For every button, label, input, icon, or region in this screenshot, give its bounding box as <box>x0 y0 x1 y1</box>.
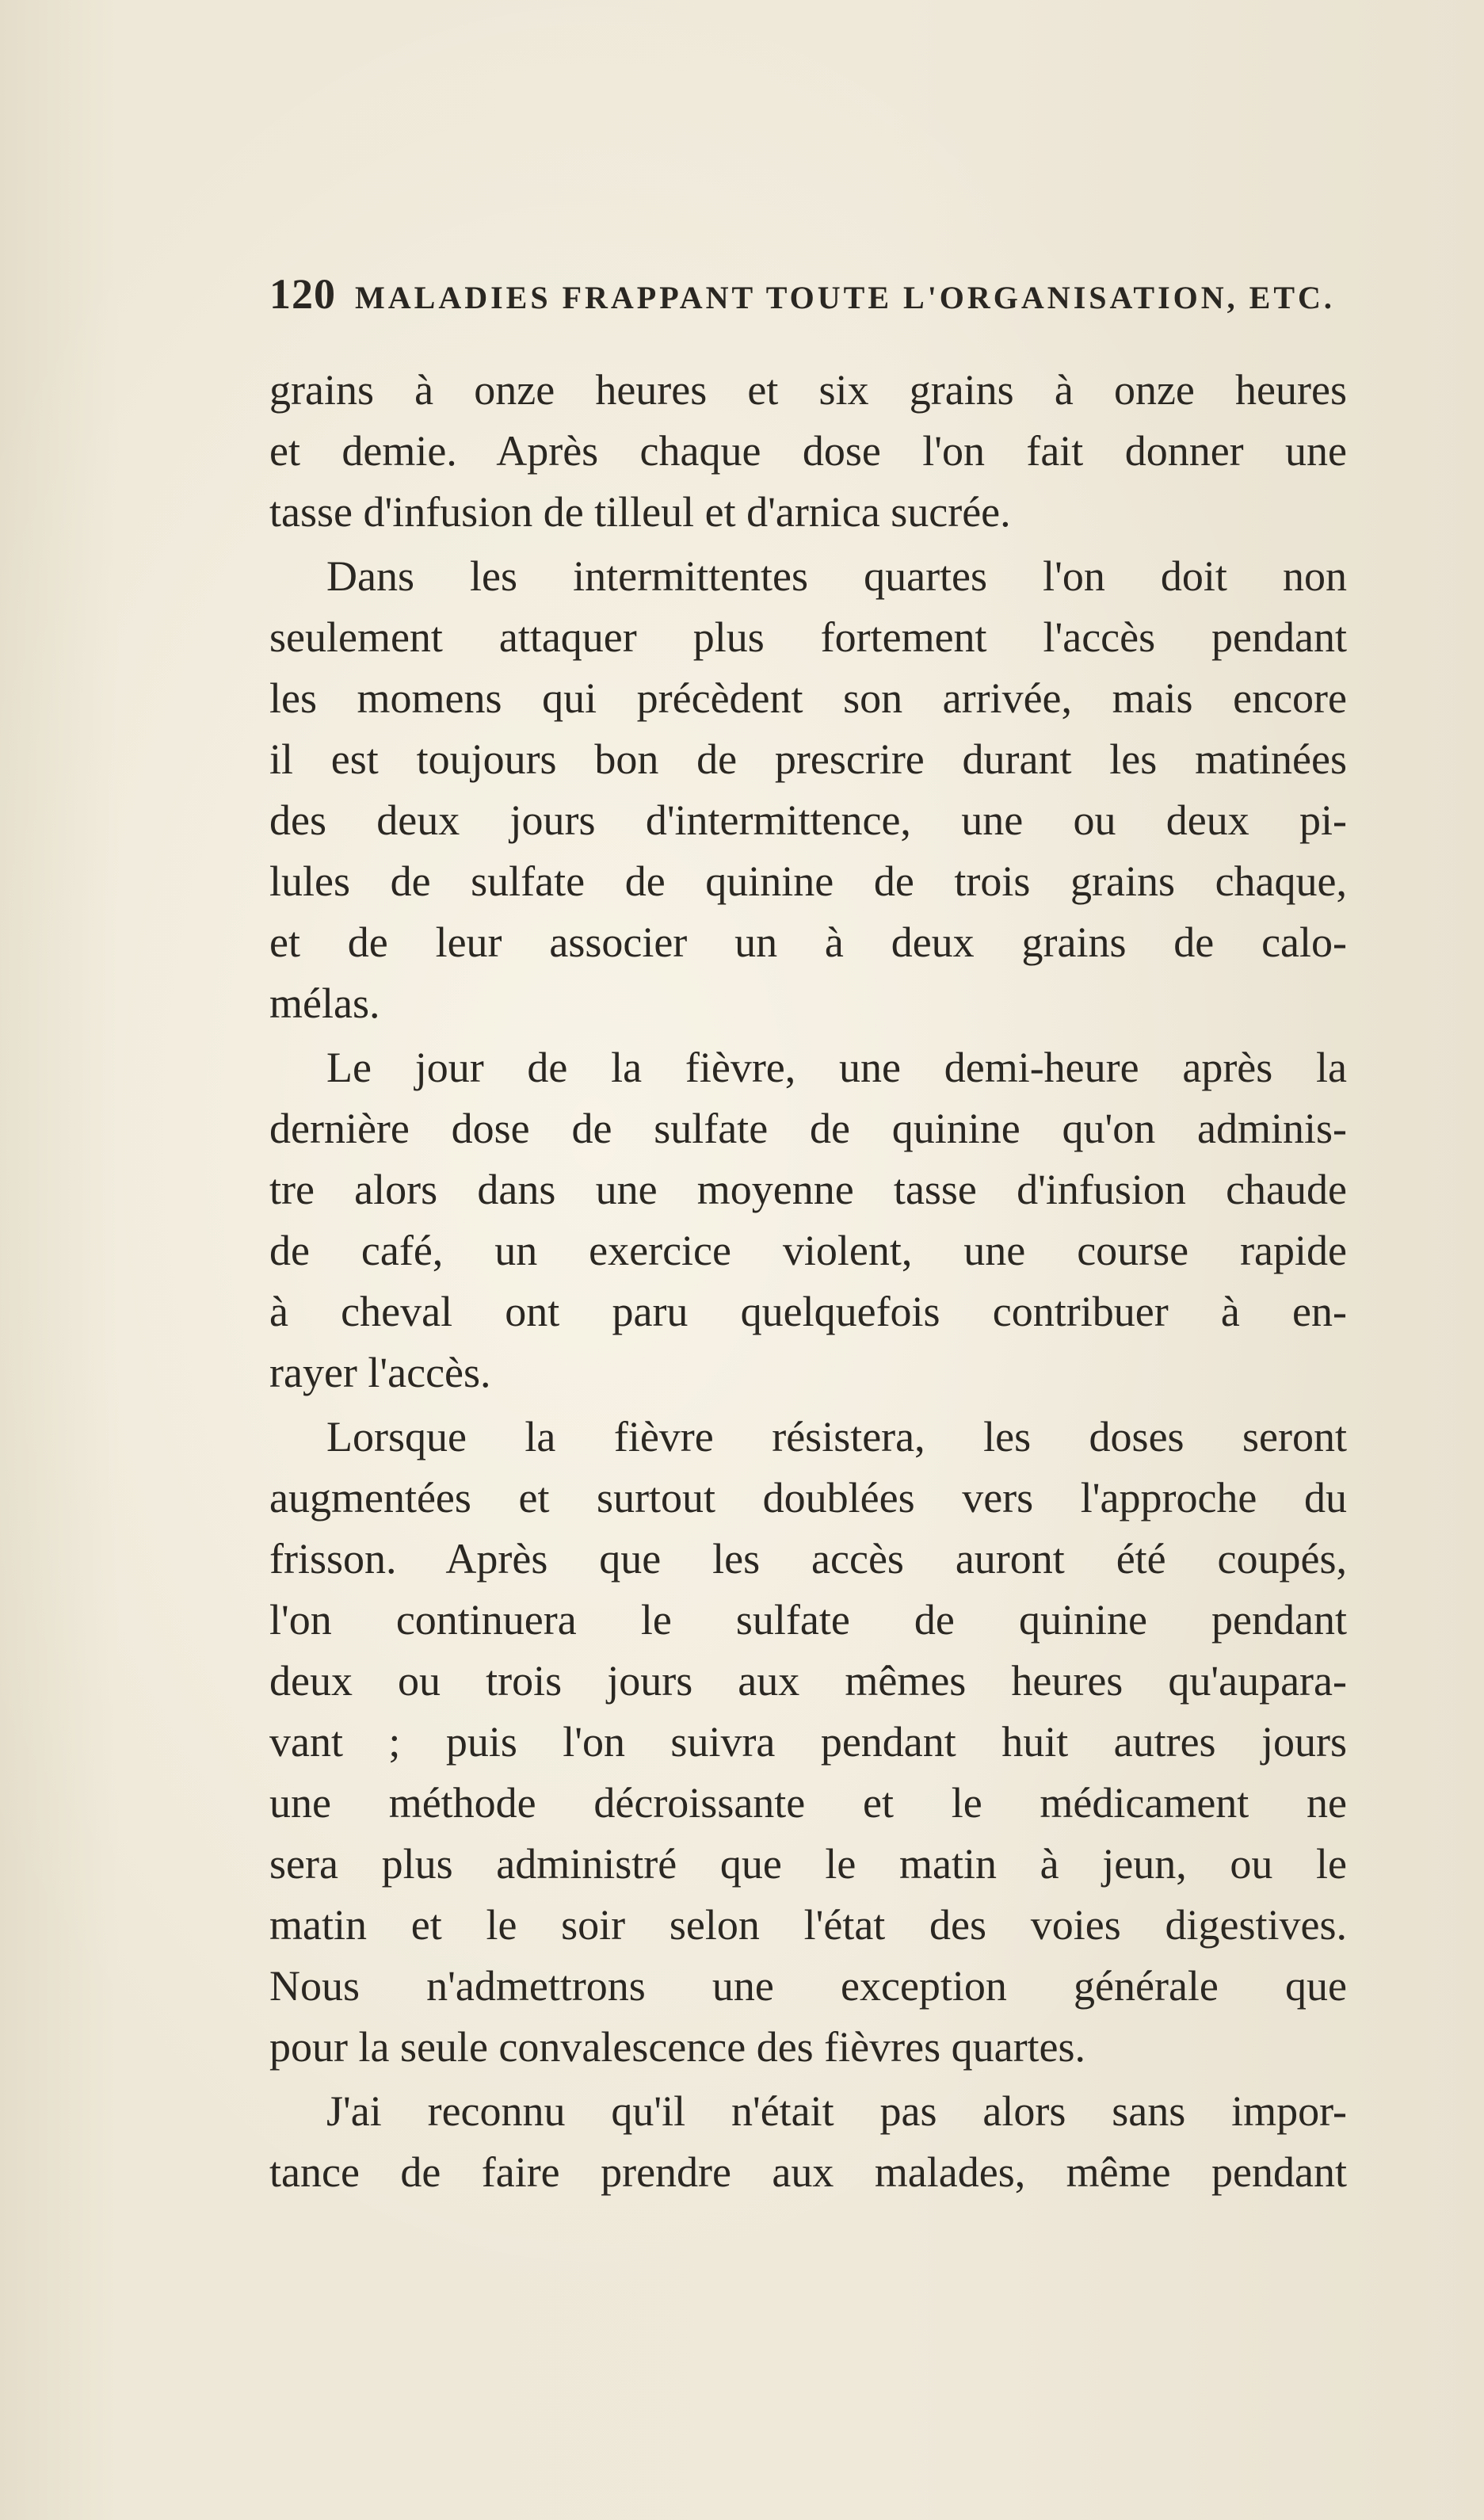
text-line: deux ou trois jours aux mêmes heures qu'aupara- <box>269 1657 1347 1705</box>
body-text <box>269 360 1347 2203</box>
text-line: mélas. <box>269 979 380 1027</box>
text-line: et de leur associer un à deux grains de calo- <box>269 918 1347 966</box>
text-line: augmentées et surtout doublées vers l'approche du <box>269 1474 1347 1522</box>
paragraph-5 <box>269 2081 1347 2203</box>
text-line: J'ai reconnu qu'il n'était pas alors sans impor- <box>326 2087 1347 2135</box>
running-title: MALADIES FRAPPANT TOUTE L'ORGANISATION, ETC. <box>355 280 1335 315</box>
text-line: seulement attaquer plus fortement l'accès pendant <box>269 613 1347 661</box>
text-line: des deux jours d'intermittence, une ou deux pi- <box>269 796 1347 844</box>
text-line: les momens qui précèdent son arrivée, mais encore <box>269 674 1347 722</box>
text-line: et demie. Après chaque dose l'on fait donner une <box>269 427 1347 475</box>
text-line: vant ; puis l'on suivra pendant huit autres jours <box>269 1718 1347 1766</box>
text-line: Le jour de la fièvre, une demi-heure après la <box>326 1044 1347 1091</box>
text-line: il est toujours bon de prescrire durant les matinées <box>269 735 1347 783</box>
running-head <box>269 269 1347 334</box>
text-line: Dans les intermittentes quartes l'on doit non <box>326 552 1347 600</box>
text-line: tasse d'infusion de tilleul et d'arnica sucrée. <box>269 488 1011 536</box>
paragraph-2 <box>269 546 1347 1034</box>
text-block <box>269 269 1347 2203</box>
text-line: l'on continuera le sulfate de quinine pendant <box>269 1596 1347 1644</box>
text-line: frisson. Après que les accès auront été coupés, <box>269 1535 1347 1583</box>
text-line: tre alors dans une moyenne tasse d'infusion chaude <box>269 1166 1347 1213</box>
text-line: une méthode décroissante et le médicament ne <box>269 1779 1347 1827</box>
page-number: 120 <box>269 270 336 318</box>
text-line: tance de faire prendre aux malades, même pendant <box>269 2148 1347 2196</box>
text-line: pour la seule convalescence des fièvres quartes. <box>269 2023 1086 2071</box>
text-line: matin et le soir selon l'état des voies digestives. <box>269 1901 1347 1949</box>
text-line: lules de sulfate de quinine de trois grains chaque, <box>269 857 1347 905</box>
text-line: Lorsque la fièvre résistera, les doses seront <box>326 1413 1347 1460</box>
text-line: rayer l'accès. <box>269 1349 491 1396</box>
text-line: Nous n'admettrons une exception générale que <box>269 1962 1347 2010</box>
paragraph-4 <box>269 1407 1347 2078</box>
text-line: dernière dose de sulfate de quinine qu'on adminis- <box>269 1105 1347 1152</box>
text-line: à cheval ont paru quelquefois contribuer à en- <box>269 1288 1347 1335</box>
paragraph-3 <box>269 1037 1347 1403</box>
text-line: sera plus administré que le matin à jeun, ou le <box>269 1840 1347 1888</box>
text-line: de café, un exercice violent, une course rapide <box>269 1227 1347 1274</box>
paragraph-1 <box>269 360 1347 543</box>
text-line: grains à onze heures et six grains à onze heures <box>269 366 1347 414</box>
